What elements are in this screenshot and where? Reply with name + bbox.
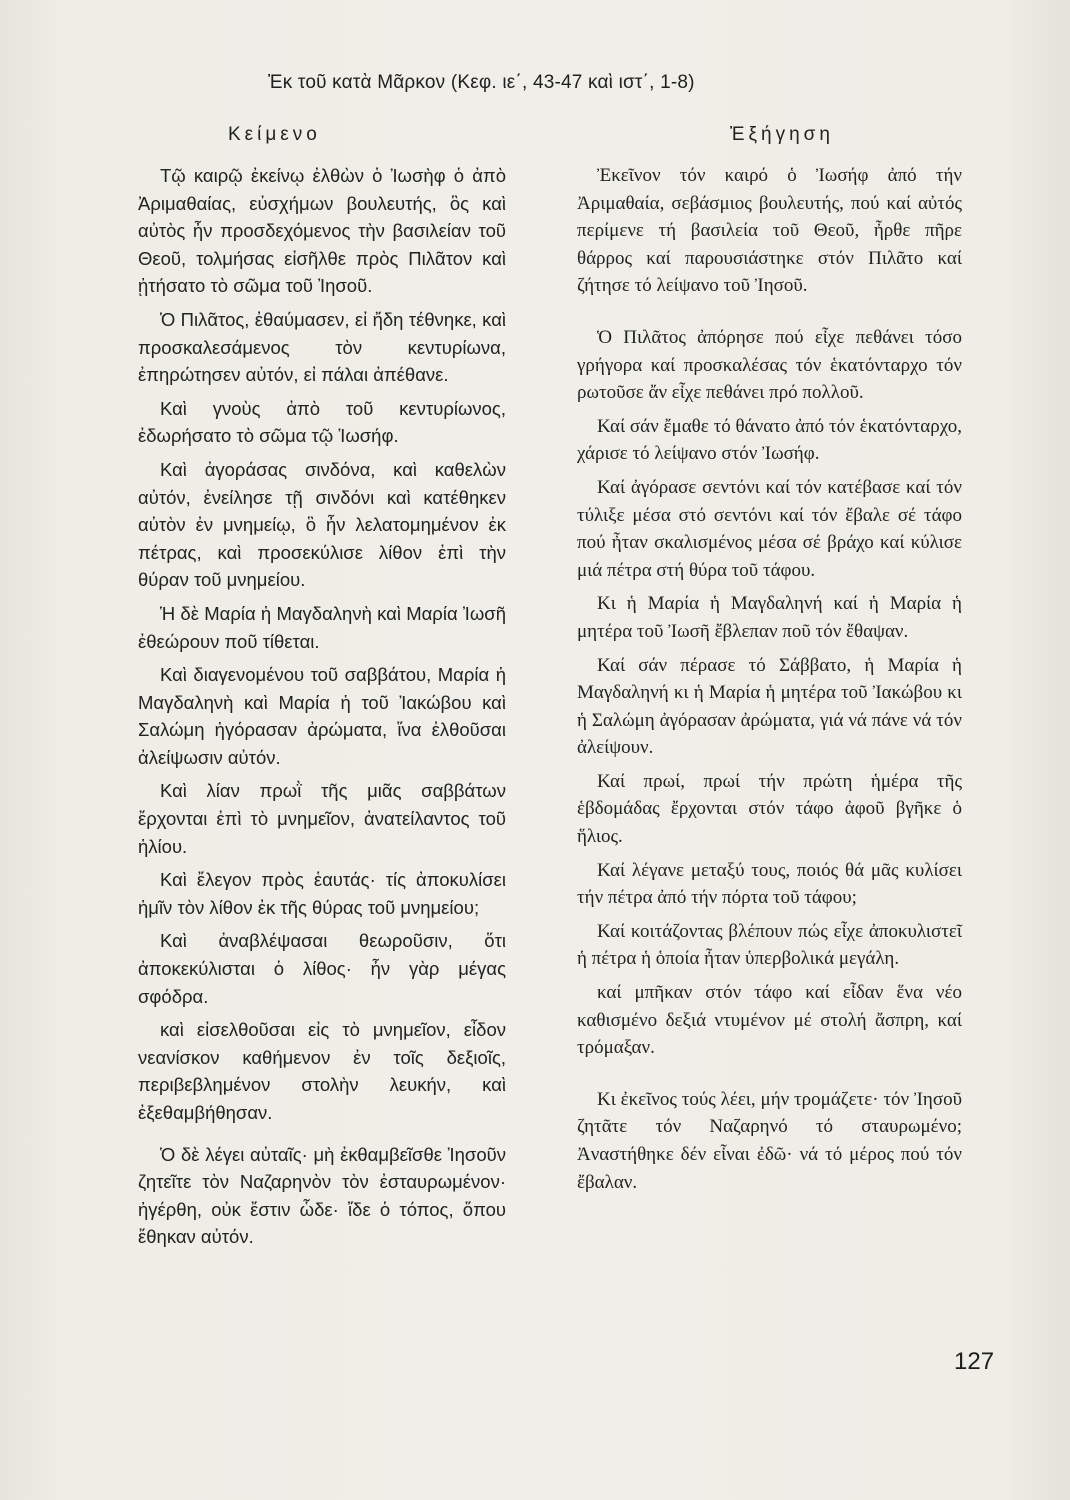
original-paragraph: Καὶ λίαν πρωῒ τῆς μιᾶς σαββάτων ἔρχονται ἐπὶ τὸ μνημεῖον, ἀνατείλαντος τοῦ ἡλίου. [138, 780, 506, 857]
original-paragraph: Καὶ ἀγοράσας σινδόνα, καὶ καθελὼν αὐτόν, ἐνείλησε τῇ σινδόνι καὶ κατέθηκεν αὐτὸν ἐν μνημείῳ, ὃ ἦν λελατομημένον ἐκ πέτρας, καὶ προσεκύλισε λίθον ἐπὶ τὴν θύραν τοῦ μνημείου. [138, 458, 506, 591]
passage-header: Ἐκ τοῦ κατὰ Μᾶρκον (Κεφ. ιε΄, 43-47 καὶ ιστ΄, 1-8) [268, 72, 695, 93]
original-paragraph: Ὁ δὲ λέγει αὐταῖς· μὴ ἐκθαμβεῖσθε Ἰησοῦν ζητεῖτε τὸν Ναζαρηνὸν τὸν ἐσταυρωμένον· ἠγέρθη, οὐκ ἔστιν ὧδε· ἴδε ὁ τόπος, ὅπου ἔθηκαν αὐτόν. [138, 1143, 506, 1248]
explanation-paragraph: Καί πρωί, πρωί τήν πρώτη ἡμέρα τῆς ἑβδομάδας ἔρχονται στόν τάφο ἀφοῦ βγῆκε ὁ ἥλιος. [577, 770, 962, 848]
original-paragraph: Τῷ καιρῷ ἐκείνῳ ἐλθὼν ὁ Ἰωσὴφ ὁ ἀπὸ Ἀριμαθαίας, εὐσχήμων βουλευτής, ὃς καὶ αὐτὸς ἦν προσδεχόμενος τὴν βασιλείαν τοῦ Θεοῦ, τολμήσας εἰσῆλθε πρὸς Πιλᾶτον καὶ ᾐτήσατο τὸ σῶμα τοῦ Ἰησοῦ. [138, 165, 506, 297]
page-number: 127 [954, 1348, 995, 1375]
explanation-paragraph: Καί σάν πέρασε τό Σάββατο, ἡ Μαρία ἡ Μαγδαληνή κι ἡ Μαρία ἡ μητέρα τοῦ Ἰακώβου κι ἡ Σαλώμη ἀγόρασαν ἀρώματα, γιά νά πάνε νά τόν ἀλείψουν. [577, 654, 962, 759]
explanation-paragraph: καί μπῆκαν στόν τάφο καί εἶδαν ἕνα νέο καθισμένο δεξιά ντυμένον μέ στολή ἄσπρη, καί τρόμαξαν. [577, 982, 962, 1059]
explanation-heading: Ἐξήγηση [730, 124, 834, 145]
explanation-paragraph: Ὁ Πιλᾶτος ἀπόρησε πού εἶχε πεθάνει τόσο γρήγορα καί προσκαλέσας τόν ἑκατόνταρχο τόν ρωτοῦσε ἄν εἶχε πεθάνει πρό πολλοῦ. [577, 326, 962, 404]
explanation-column [577, 162, 962, 1202]
original-paragraph: Καὶ διαγενομένου τοῦ σαββάτου, Μαρία ἡ Μαγδαληνὴ καὶ Μαρία ἡ τοῦ Ἰακώβου καὶ Σαλώμη ἠγόρασαν ἀρώματα, ἵνα ἐλθοῦσαι ἀλείψωσιν αὐτόν. [138, 664, 506, 768]
original-text-column [138, 162, 506, 1257]
explanation-paragraph: Καί κοιτάζοντας βλέπουν πώς εἶχε ἀποκυλιστεῖ ἡ πέτρα ἡ ὁποία ἦταν ὑπερβολικά μεγάλη. [577, 920, 962, 970]
explanation-paragraph: Ἐκεῖνον τόν καιρό ὁ Ἰωσήφ ἀπό τήν Ἀριμαθαία, σεβάσμιος βουλευτής, πού καί αὐτός περίμενε τή βασιλεία τοῦ Θεοῦ, ἦρθε πῆρε θάρρος καί παρουσιάστηκε στόν Πιλᾶτο καί ζήτησε τό λείψανο τοῦ Ἰησοῦ. [577, 165, 962, 297]
original-text-heading: Κείμενο [228, 124, 321, 145]
original-paragraph: Καὶ ἀναβλέψασαι θεωροῦσιν, ὅτι ἀποκεκύλισται ὁ λίθος· ἦν γὰρ μέγας σφόδρα. [138, 930, 506, 1007]
explanation-paragraph: Κι ἐκεῖνος τούς λέει, μήν τρομάζετε· τόν Ἰησοῦ ζητᾶτε τόν Ναζαρηνό τό σταυρωμένο; Ἀναστήθηκε δέν εἶναι ἐδῶ· νά τό μέρος πού τόν ἔβαλαν. [577, 1088, 962, 1193]
original-paragraph: Καὶ ἔλεγον πρὸς ἑαυτάς· τίς ἀποκυλίσει ἡμῖν τὸν λίθον ἐκ τῆς θύρας τοῦ μνημείου; [138, 869, 506, 918]
original-paragraph: καὶ εἰσελθοῦσαι εἰς τὸ μνημεῖον, εἶδον νεανίσκον καθήμενον ἐν τοῖς δεξιοῖς, περιβεβλημένον στολὴν λευκήν, καὶ ἐξεθαμβήθησαν. [138, 1019, 506, 1123]
original-paragraph: Ὁ Πιλᾶτος, ἐθαύμασεν, εἰ ἤδη τέθνηκε, καὶ προσκαλεσάμενος τὸν κεντυρίωνα, ἐπηρώτησεν αὐτόν, εἰ πάλαι ἀπέθανε. [138, 308, 506, 386]
explanation-paragraph: Καί ἀγόρασε σεντόνι καί τόν κατέβασε καί τόν τύλιξε μέσα στό σεντόνι καί τόν ἔβαλε σέ τάφο πού ἦταν σκαλισμένος μέσα σέ βράχο καί κύλισε μιά πέτρα στή θύρα τοῦ τάφου. [577, 476, 962, 581]
explanation-paragraph: Καί λέγανε μεταξύ τους, ποιός θά μᾶς κυλίσει τήν πέτρα ἀπό τήν πόρτα τοῦ τάφου; [577, 859, 962, 909]
explanation-paragraph: Καί σάν ἔμαθε τό θάνατο ἀπό τόν ἑκατόνταρχο, χάρισε τό λείψανο στόν Ἰωσήφ. [577, 415, 962, 465]
original-paragraph: Καὶ γνοὺς ἀπὸ τοῦ κεντυρίωνος, ἐδωρήσατο τὸ σῶμα τῷ Ἰωσήφ. [138, 397, 506, 447]
explanation-paragraph: Κι ἡ Μαρία ἡ Μαγδαληνή καί ἡ Μαρία ἡ μητέρα τοῦ Ἰωσῆ ἔβλεπαν ποῦ τόν ἔθαψαν. [577, 593, 962, 642]
original-paragraph: Ἡ δὲ Μαρία ἡ Μαγδαληνὴ καὶ Μαρία Ἰωσῆ ἐθεώρουν ποῦ τίθεται. [138, 602, 506, 652]
